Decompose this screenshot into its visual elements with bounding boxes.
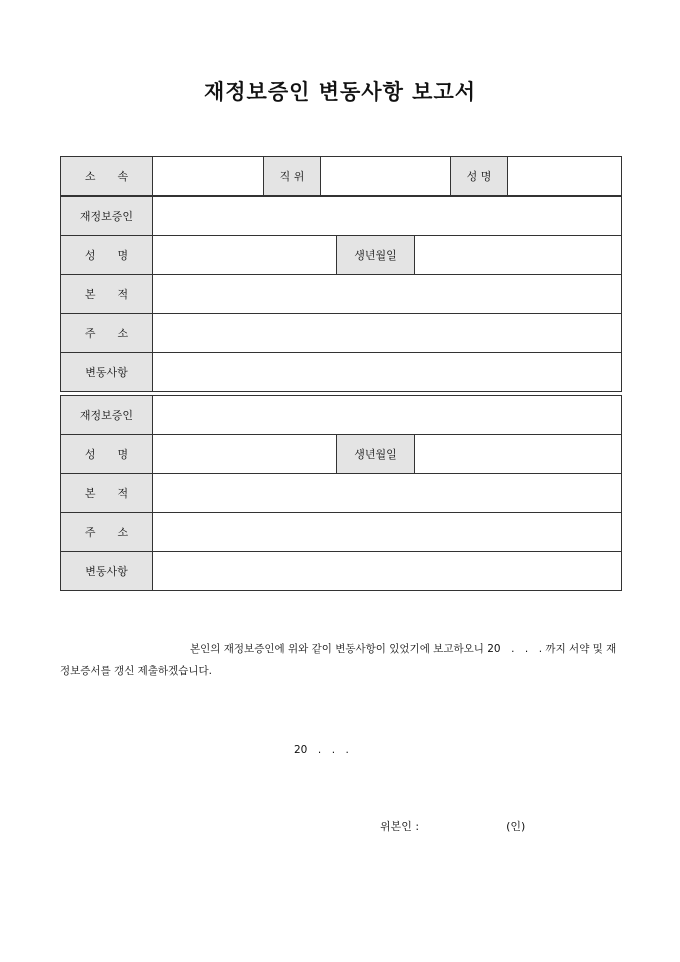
birthdate-field[interactable] xyxy=(415,435,622,474)
guarantor-table-1 xyxy=(60,196,622,392)
domicile-field[interactable] xyxy=(153,275,622,314)
domicile-label: 본 적 xyxy=(61,275,153,314)
affiliation-field[interactable] xyxy=(153,157,264,196)
name-label: 성 명 xyxy=(61,236,153,275)
date-line: 20 . . . xyxy=(294,744,349,756)
birthdate-label: 생년월일 xyxy=(337,435,415,474)
guarantor-row xyxy=(61,197,622,236)
address-row xyxy=(61,314,622,353)
name-label: 성 명 xyxy=(61,435,153,474)
guarantor-row xyxy=(61,396,622,435)
domicile-row xyxy=(61,275,622,314)
birthdate-field[interactable] xyxy=(415,236,622,275)
seal-mark: (인) xyxy=(506,820,526,833)
name-field[interactable] xyxy=(153,236,337,275)
position-label: 직 위 xyxy=(264,157,321,196)
domicile-row xyxy=(61,474,622,513)
employee-name-label: 성 명 xyxy=(451,157,508,196)
address-field[interactable] xyxy=(153,314,622,353)
domicile-field[interactable] xyxy=(153,474,622,513)
name-row xyxy=(61,435,622,474)
employee-info-table xyxy=(60,156,622,196)
changes-label: 변동사항 xyxy=(61,552,153,591)
affiliation-label: 소 속 xyxy=(61,157,153,196)
page-title: 재정보증인 변동사항 보고서 xyxy=(203,79,477,104)
guarantor-section-label: 재정보증인 xyxy=(61,197,153,236)
guarantor-section-label: 재정보증인 xyxy=(61,396,153,435)
address-label: 주 소 xyxy=(61,513,153,552)
changes-row xyxy=(61,552,622,591)
address-field[interactable] xyxy=(153,513,622,552)
changes-label: 변동사항 xyxy=(61,353,153,392)
guarantor-field[interactable] xyxy=(153,197,622,236)
guarantor-table-2 xyxy=(60,395,622,591)
name-field[interactable] xyxy=(153,435,337,474)
birthdate-label: 생년월일 xyxy=(337,236,415,275)
position-field[interactable] xyxy=(321,157,451,196)
changes-field[interactable] xyxy=(153,552,622,591)
address-row xyxy=(61,513,622,552)
guarantor-field[interactable] xyxy=(153,396,622,435)
name-row xyxy=(61,236,622,275)
employee-info-row xyxy=(61,157,622,196)
statement-text: 본인의 재정보증인에 위와 같이 변동사항이 있었기에 보고하오니 20 . . . 까지 서약 및 재정보증서를 갱신 제출하겠습니다. xyxy=(60,643,617,677)
changes-row xyxy=(61,353,622,392)
domicile-label: 본 적 xyxy=(61,474,153,513)
address-label: 주 소 xyxy=(61,314,153,353)
employee-name-field[interactable] xyxy=(508,157,622,196)
signature-label: 위본인 : xyxy=(380,820,420,833)
changes-field[interactable] xyxy=(153,353,622,392)
signature-line xyxy=(380,818,525,834)
